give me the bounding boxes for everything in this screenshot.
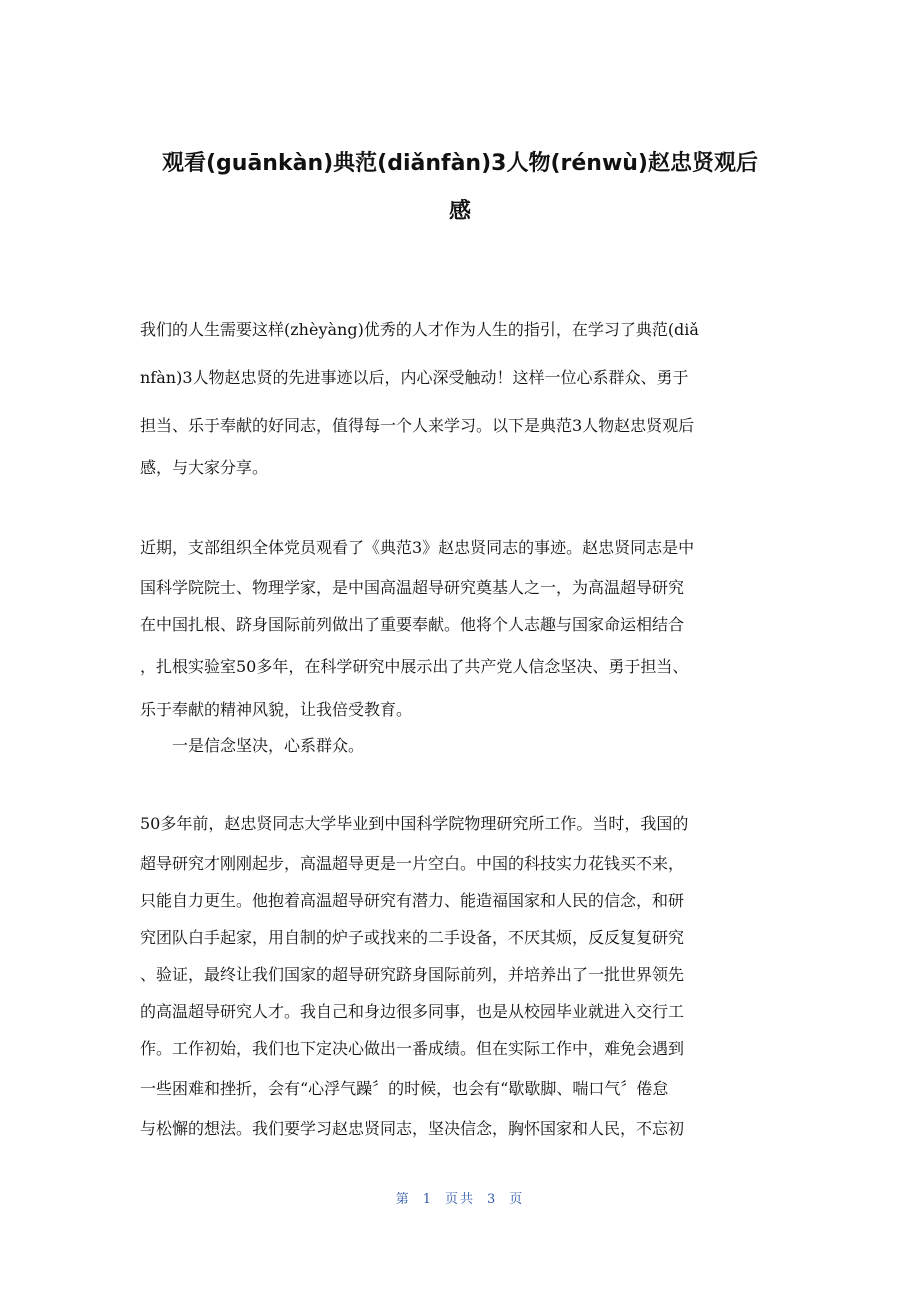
page-footer (0, 1188, 920, 1207)
paragraph-line: 乐于奉献的精神风貌，让我倍受教育。 (140, 700, 413, 719)
paragraph-line: 在中国扎根、跻身国际前列做出了重要奉献。他将个人志趣与国家命运相结合 (140, 615, 685, 634)
paragraph-line: 担当、乐于奉献的好同志，值得每一个人来学习。以下是典范3人物赵忠贤观后 (140, 416, 695, 435)
footer-total-pages: 3 (487, 1192, 498, 1207)
paragraph-line: 国科学院院士、物理学家，是中国高温超导研究奠基人之一，为高温超导研究 (140, 578, 685, 597)
paragraph-line: 、验证，最终让我们国家的超导研究跻身国际前列，并培养出了一批世界领先 (140, 965, 685, 984)
title-line-2: 感 (448, 199, 471, 224)
paragraph-line: 究团队白手起家，用自制的炉子或找来的二手设备，不厌其烦，反反复复研究 (140, 928, 685, 947)
paragraph-line: 的高温超导研究人才。我自己和身边很多同事，也是从校园毕业就进入交行工 (140, 1002, 685, 1021)
footer-suffix: 页 (509, 1192, 525, 1207)
section-heading: 一是信念坚决，心系群众。 (140, 736, 365, 755)
paragraph-line: 只能自力更生。他抱着高温超导研究有潜力、能造福国家和人民的信念，和研 (140, 891, 685, 910)
paragraph-line: 一些困难和挫折，会有“心浮气躁〞的时候，也会有“歇歇脚、喘口气〞倦怠 (140, 1079, 669, 1098)
document-title (140, 140, 780, 236)
paragraph-line: 作。工作初始，我们也下定决心做出一番成绩。但在实际工作中，难免会遇到 (140, 1039, 685, 1058)
footer-mid: 页共 (444, 1192, 475, 1207)
paragraph-line: 与松懈的想法。我们要学习赵忠贤同志，坚决信念，胸怀国家和人民，不忘初 (140, 1119, 685, 1138)
paragraph-line: nfàn)3人物赵忠贤的先进事迹以后，内心深受触动！这样一位心系群众、勇于 (140, 368, 689, 387)
title-line-1: 观看(guānkàn)典范(diǎnfàn)3人物(rénwù)赵忠贤观后 (162, 151, 758, 176)
paragraph-line: 我们的人生需要这样(zhèyàng)优秀的人才作为人生的指引，在学习了典范(diǎ (140, 320, 699, 339)
paragraph-line: 近期，支部组织全体党员观看了《典范3》赵忠贤同志的事迹。赵忠贤同志是中 (140, 538, 695, 557)
paragraph-line: 超导研究才刚刚起步，高温超导更是一片空白。中国的科技实力花钱买不来， (140, 854, 685, 873)
paragraph-line: 50多年前，赵忠贤同志大学毕业到中国科学院物理研究所工作。当时，我国的 (140, 814, 689, 833)
paragraph-line: ，扎根实验室50多年，在科学研究中展示出了共产党人信念坚决、勇于担当、 (140, 657, 689, 676)
paragraph-line: 感，与大家分享。 (140, 458, 269, 477)
footer-current-page: 1 (422, 1192, 433, 1207)
footer-prefix: 第 (395, 1192, 411, 1207)
